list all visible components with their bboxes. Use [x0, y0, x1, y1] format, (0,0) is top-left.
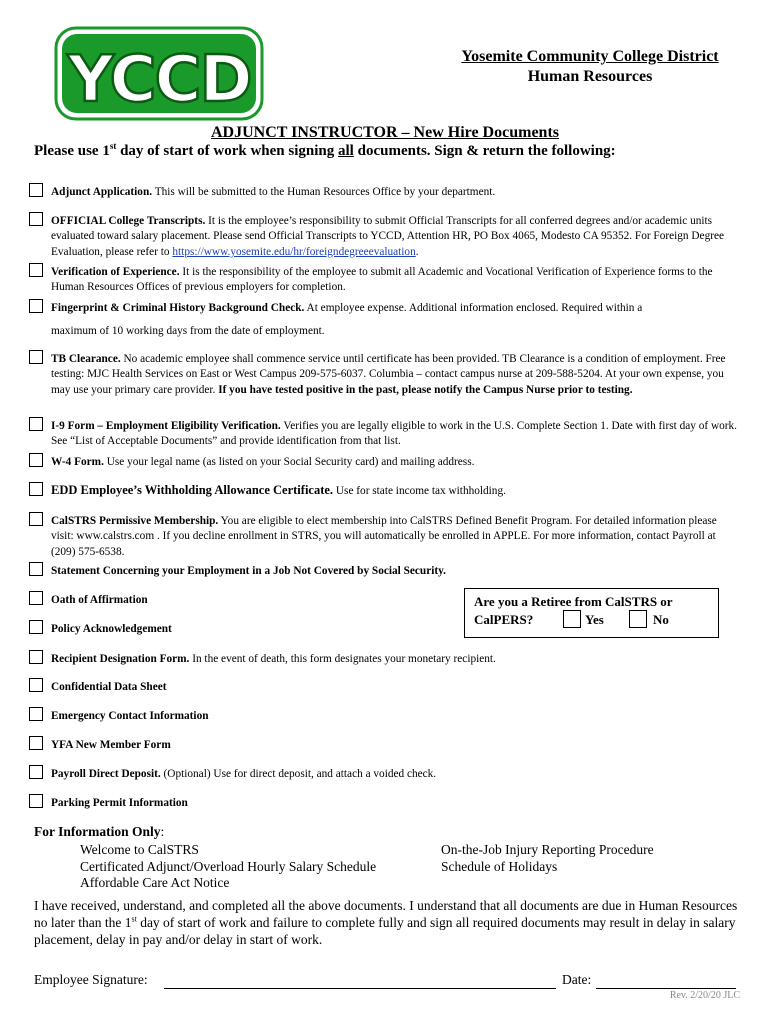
checkbox-recipient-designation[interactable]	[29, 650, 43, 664]
item-calstrs-membership: CalSTRS Permissive Membership. You are eligible to elect membership into CalSTRS Defined Benefit Program. For detailed information please visit: www.calstrs.com . If you decline enrollment in STRS, you will automatically be enrolled in APPLE. For more information, contact Payroll at (209) 575-6538.	[51, 515, 717, 558]
info-heading: For Information Only:	[34, 824, 165, 839]
signature-line[interactable]	[164, 974, 556, 989]
retiree-question-box	[464, 588, 719, 638]
retiree-no-checkbox[interactable]	[629, 610, 647, 628]
item-adjunct-application: Adjunct Application. This will be submitted to the Human Resources Office by your department.	[51, 186, 496, 198]
retiree-yes-label: Yes	[585, 612, 604, 627]
signature-label: Employee Signature:	[34, 972, 148, 987]
date-label: Date:	[562, 972, 592, 987]
retiree-yes-checkbox[interactable]	[563, 610, 581, 628]
checkbox-w4-form[interactable]	[29, 453, 43, 467]
checkbox-social-security-statement[interactable]	[29, 562, 43, 576]
item-yfa-member: YFA New Member Form	[51, 739, 171, 751]
page-title: ADJUNCT INSTRUCTOR – New Hire Documents	[210, 124, 559, 141]
checkbox-verification-experience[interactable]	[29, 263, 43, 277]
checkbox-fingerprint[interactable]	[29, 299, 43, 313]
checkbox-oath-affirmation[interactable]	[29, 591, 43, 605]
foreign-degree-link[interactable]: https://www.yosemite.edu/hr/foreigndegreeevaluation	[172, 245, 416, 258]
info-left-list	[80, 842, 376, 892]
checkbox-edd-certificate[interactable]	[29, 482, 43, 496]
item-emergency-contact: Emergency Contact Information	[51, 710, 209, 722]
checkbox-official-transcripts[interactable]	[29, 212, 43, 226]
info-item: On-the-Job Injury Reporting Procedure	[441, 842, 654, 857]
district-name: Yosemite Community College District	[461, 48, 719, 65]
item-fingerprint-continued: maximum of 10 working days from the date of employment.	[51, 325, 325, 337]
info-item: Affordable Care Act Notice	[80, 875, 230, 890]
retiree-no-label: No	[653, 612, 669, 627]
retiree-question-line2: CalPERS?	[474, 612, 534, 627]
item-confidential-data: Confidential Data Sheet	[51, 681, 167, 693]
item-i9-form: I-9 Form – Employment Eligibility Verification. Verifies you are legally eligible to work in the U.S. Complete Section 1. Date with first day of work. See “List of Acceptable Documents” and provide identification from that list.	[51, 420, 737, 448]
info-item: Certificated Adjunct/Overload Hourly Salary Schedule	[80, 858, 377, 874]
item-social-security-statement: Statement Concerning your Employment in a Job Not Covered by Social Security.	[51, 565, 446, 577]
item-edd-certificate: EDD Employee’s Withholding Allowance Certificate. Use for state income tax withholding.	[51, 483, 506, 497]
item-parking-permit: Parking Permit Information	[51, 797, 188, 809]
info-item: Welcome to CalSTRS	[80, 842, 199, 857]
item-tb-clearance: TB Clearance. No academic employee shall commence service until certificate has been provided. TB Clearance is a condition of employment. Free testing: MJC Health Services on East or West Campus 209-575-6037. Columbia – contact campus nurse at 209-588-5204. At your own expense, you may use your primary care provider. If you have tested positive in the past, please notify the Campus Nurse prior to testing.	[51, 353, 726, 396]
acknowledgement-statement: I have received, understand, and completed all the above documents. I understand that all documents are due in Human Resources no later than the 1st day of start of work and failure to complete fully and sign all required documents may result in delay in salary placement, delay in pay and/or delay in start of work.	[34, 898, 738, 947]
info-item: Schedule of Holidays	[441, 858, 558, 874]
item-policy-acknowledgement: Policy Acknowledgement	[51, 623, 172, 635]
checkbox-tb-clearance[interactable]	[29, 350, 43, 364]
item-verification-experience: Verification of Experience. It is the responsibility of the employee to submit all Academic and Vocational Verification of Experience forms to the Human Resources Offices of previous employers for completion.	[51, 266, 713, 294]
info-right-list	[441, 842, 654, 875]
retiree-question-line1: Are you a Retiree from CalSTRS or	[474, 594, 673, 609]
revision-note: Rev. 2/20/20 JLC	[669, 990, 740, 1001]
checkbox-confidential-data[interactable]	[29, 678, 43, 692]
checkbox-i9-form[interactable]	[29, 417, 43, 431]
item-recipient-designation: Recipient Designation Form. In the event of death, this form designates your monetary recipient.	[51, 653, 496, 665]
item-payroll-deposit: Payroll Direct Deposit. (Optional) Use for direct deposit, and attach a voided check.	[51, 768, 437, 780]
intro-instruction: Please use 1st day of start of work when signing all documents. Sign & return the following:	[34, 141, 616, 159]
checkbox-adjunct-application[interactable]	[29, 183, 43, 197]
checkbox-parking-permit[interactable]	[29, 794, 43, 808]
checkbox-payroll-deposit[interactable]	[29, 765, 43, 779]
checkbox-calstrs-membership[interactable]	[29, 512, 43, 526]
date-line[interactable]	[596, 974, 736, 989]
item-official-transcripts: OFFICIAL College Transcripts. It is the employee’s responsibility to submit Official Transcripts for all conferred degrees and/or academic units evaluated toward salary placement. Please send Official Transcripts to YCCD, Attention HR, PO Box 4065, Modesto CA 95352. For Foreign Degree Evaluation, please refer to https://www.yosemite.edu/hr/foreigndegreeevaluation.	[51, 215, 725, 258]
checkbox-policy-acknowledgement[interactable]	[29, 620, 43, 634]
checkbox-yfa-member[interactable]	[29, 736, 43, 750]
item-fingerprint: Fingerprint & Criminal History Background Check. At employee expense. Additional information enclosed. Required within a	[51, 302, 643, 314]
svg-text:YCCD: YCCD	[67, 43, 251, 117]
department-name: Human Resources	[527, 68, 653, 85]
item-w4-form: W-4 Form. Use your legal name (as listed on your Social Security card) and mailing address.	[51, 456, 475, 468]
item-oath-affirmation: Oath of Affirmation	[51, 594, 148, 606]
checkbox-emergency-contact[interactable]	[29, 707, 43, 721]
yccd-logo	[54, 26, 264, 121]
